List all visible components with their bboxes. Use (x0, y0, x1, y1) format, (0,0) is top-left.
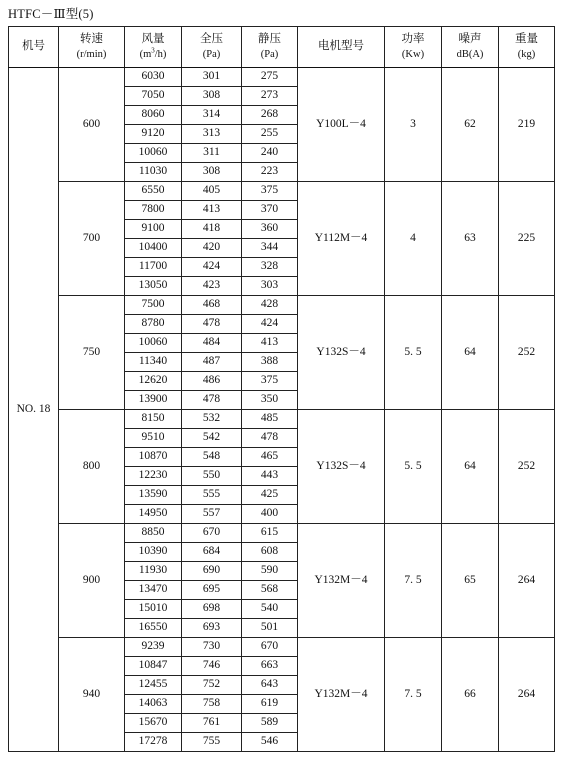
header-total-pressure: 全压 (Pa) (182, 27, 242, 68)
table-row (9, 410, 555, 429)
static-pressure-cell: 428 (242, 296, 298, 315)
power-cell: 7. 5 (385, 524, 442, 638)
airflow-cell: 7050 (125, 87, 182, 106)
total-pressure-cell: 405 (182, 182, 242, 201)
total-pressure-cell: 308 (182, 87, 242, 106)
total-pressure-cell: 693 (182, 619, 242, 638)
airflow-cell: 10390 (125, 543, 182, 562)
airflow-cell: 9239 (125, 638, 182, 657)
weight-cell: 225 (499, 182, 555, 296)
total-pressure-cell: 314 (182, 106, 242, 125)
total-pressure-cell: 555 (182, 486, 242, 505)
total-pressure-cell: 424 (182, 258, 242, 277)
static-pressure-cell: 589 (242, 714, 298, 733)
motor-model-cell: Y132S－4 (298, 410, 385, 524)
airflow-cell: 11700 (125, 258, 182, 277)
static-pressure-cell: 223 (242, 163, 298, 182)
speed-cell: 900 (59, 524, 125, 638)
airflow-cell: 17278 (125, 733, 182, 752)
airflow-cell: 16550 (125, 619, 182, 638)
total-pressure-cell: 695 (182, 581, 242, 600)
noise-cell: 64 (442, 410, 499, 524)
total-pressure-cell: 690 (182, 562, 242, 581)
total-pressure-cell: 698 (182, 600, 242, 619)
motor-model-cell: Y132M－4 (298, 638, 385, 752)
static-pressure-cell: 608 (242, 543, 298, 562)
motor-model-cell: Y100L－4 (298, 68, 385, 182)
static-pressure-cell: 268 (242, 106, 298, 125)
static-pressure-cell: 240 (242, 144, 298, 163)
header-noise: 噪声 dB(A) (442, 27, 499, 68)
total-pressure-cell: 311 (182, 144, 242, 163)
static-pressure-cell: 615 (242, 524, 298, 543)
total-pressure-cell: 548 (182, 448, 242, 467)
motor-model-cell: Y112M－4 (298, 182, 385, 296)
total-pressure-cell: 755 (182, 733, 242, 752)
static-pressure-cell: 344 (242, 239, 298, 258)
airflow-cell: 9100 (125, 220, 182, 239)
total-pressure-cell: 313 (182, 125, 242, 144)
total-pressure-cell: 413 (182, 201, 242, 220)
total-pressure-cell: 532 (182, 410, 242, 429)
total-pressure-cell: 486 (182, 372, 242, 391)
airflow-cell: 13470 (125, 581, 182, 600)
power-cell: 5. 5 (385, 296, 442, 410)
airflow-cell: 10847 (125, 657, 182, 676)
static-pressure-cell: 546 (242, 733, 298, 752)
total-pressure-cell: 746 (182, 657, 242, 676)
table-row (9, 68, 555, 87)
total-pressure-cell: 752 (182, 676, 242, 695)
airflow-cell: 8060 (125, 106, 182, 125)
weight-cell: 219 (499, 68, 555, 182)
static-pressure-cell: 540 (242, 600, 298, 619)
static-pressure-cell: 328 (242, 258, 298, 277)
static-pressure-cell: 643 (242, 676, 298, 695)
total-pressure-cell: 478 (182, 391, 242, 410)
table-body (9, 68, 555, 752)
static-pressure-cell: 350 (242, 391, 298, 410)
static-pressure-cell: 590 (242, 562, 298, 581)
static-pressure-cell: 424 (242, 315, 298, 334)
noise-cell: 66 (442, 638, 499, 752)
total-pressure-cell: 484 (182, 334, 242, 353)
airflow-cell: 15010 (125, 600, 182, 619)
static-pressure-cell: 375 (242, 182, 298, 201)
total-pressure-cell: 670 (182, 524, 242, 543)
airflow-cell: 10400 (125, 239, 182, 258)
static-pressure-cell: 501 (242, 619, 298, 638)
header-airflow: 风量 $(m^3/h)$ (125, 27, 182, 68)
total-pressure-cell: 420 (182, 239, 242, 258)
airflow-cell: 13900 (125, 391, 182, 410)
total-pressure-cell: 761 (182, 714, 242, 733)
total-pressure-cell: 557 (182, 505, 242, 524)
static-pressure-cell: 255 (242, 125, 298, 144)
total-pressure-cell: 487 (182, 353, 242, 372)
table-row (9, 182, 555, 201)
table-title: HTFC－Ⅲ型(5) (8, 7, 94, 21)
static-pressure-cell: 425 (242, 486, 298, 505)
static-pressure-cell: 478 (242, 429, 298, 448)
static-pressure-cell: 663 (242, 657, 298, 676)
header-motor-model: 电机型号 (298, 27, 385, 68)
power-cell: 3 (385, 68, 442, 182)
airflow-cell: 10060 (125, 144, 182, 163)
static-pressure-cell: 670 (242, 638, 298, 657)
static-pressure-cell: 413 (242, 334, 298, 353)
airflow-cell: 8850 (125, 524, 182, 543)
static-pressure-cell: 485 (242, 410, 298, 429)
static-pressure-cell: 619 (242, 695, 298, 714)
total-pressure-cell: 730 (182, 638, 242, 657)
power-cell: 7. 5 (385, 638, 442, 752)
header-model-no: 机号 (9, 27, 59, 68)
motor-model-cell: Y132M－4 (298, 524, 385, 638)
total-pressure-cell: 684 (182, 543, 242, 562)
airflow-cell: 7500 (125, 296, 182, 315)
airflow-cell: 12620 (125, 372, 182, 391)
speed-cell: 700 (59, 182, 125, 296)
power-cell: 4 (385, 182, 442, 296)
airflow-cell: 15670 (125, 714, 182, 733)
airflow-cell: 10060 (125, 334, 182, 353)
weight-cell: 252 (499, 410, 555, 524)
airflow-cell: 7800 (125, 201, 182, 220)
power-cell: 5. 5 (385, 410, 442, 524)
noise-cell: 63 (442, 182, 499, 296)
static-pressure-cell: 388 (242, 353, 298, 372)
table-row (9, 524, 555, 543)
table-row (9, 638, 555, 657)
header-power: 功率 (Kw) (385, 27, 442, 68)
airflow-cell: 11930 (125, 562, 182, 581)
speed-cell: 600 (59, 68, 125, 182)
total-pressure-cell: 423 (182, 277, 242, 296)
header-speed: 转速 (r/min) (59, 27, 125, 68)
header-static-pressure: 静压 (Pa) (242, 27, 298, 68)
static-pressure-cell: 465 (242, 448, 298, 467)
airflow-cell: 8150 (125, 410, 182, 429)
airflow-cell: 14950 (125, 505, 182, 524)
airflow-cell: 11030 (125, 163, 182, 182)
total-pressure-cell: 301 (182, 68, 242, 87)
total-pressure-cell: 478 (182, 315, 242, 334)
speed-cell: 800 (59, 410, 125, 524)
airflow-cell: 12455 (125, 676, 182, 695)
noise-cell: 62 (442, 68, 499, 182)
airflow-cell: 11340 (125, 353, 182, 372)
static-pressure-cell: 375 (242, 372, 298, 391)
static-pressure-cell: 273 (242, 87, 298, 106)
total-pressure-cell: 550 (182, 467, 242, 486)
airflow-cell: 13050 (125, 277, 182, 296)
machine-no-cell: NO. 18 (9, 68, 59, 752)
airflow-cell: 14063 (125, 695, 182, 714)
speed-cell: 940 (59, 638, 125, 752)
noise-cell: 65 (442, 524, 499, 638)
airflow-cell: 9510 (125, 429, 182, 448)
static-pressure-cell: 370 (242, 201, 298, 220)
airflow-cell: 6030 (125, 68, 182, 87)
fan-spec-table (8, 26, 555, 752)
static-pressure-cell: 275 (242, 68, 298, 87)
static-pressure-cell: 303 (242, 277, 298, 296)
header-row (9, 27, 555, 68)
airflow-cell: 8780 (125, 315, 182, 334)
total-pressure-cell: 758 (182, 695, 242, 714)
total-pressure-cell: 468 (182, 296, 242, 315)
total-pressure-cell: 308 (182, 163, 242, 182)
header-weight: 重量 (kg) (499, 27, 555, 68)
weight-cell: 252 (499, 296, 555, 410)
static-pressure-cell: 360 (242, 220, 298, 239)
static-pressure-cell: 400 (242, 505, 298, 524)
total-pressure-cell: 542 (182, 429, 242, 448)
weight-cell: 264 (499, 638, 555, 752)
weight-cell: 264 (499, 524, 555, 638)
airflow-cell: 9120 (125, 125, 182, 144)
airflow-cell: 6550 (125, 182, 182, 201)
airflow-cell: 10870 (125, 448, 182, 467)
total-pressure-cell: 418 (182, 220, 242, 239)
static-pressure-cell: 443 (242, 467, 298, 486)
table-row (9, 296, 555, 315)
airflow-cell: 13590 (125, 486, 182, 505)
static-pressure-cell: 568 (242, 581, 298, 600)
motor-model-cell: Y132S－4 (298, 296, 385, 410)
noise-cell: 64 (442, 296, 499, 410)
speed-cell: 750 (59, 296, 125, 410)
airflow-cell: 12230 (125, 467, 182, 486)
